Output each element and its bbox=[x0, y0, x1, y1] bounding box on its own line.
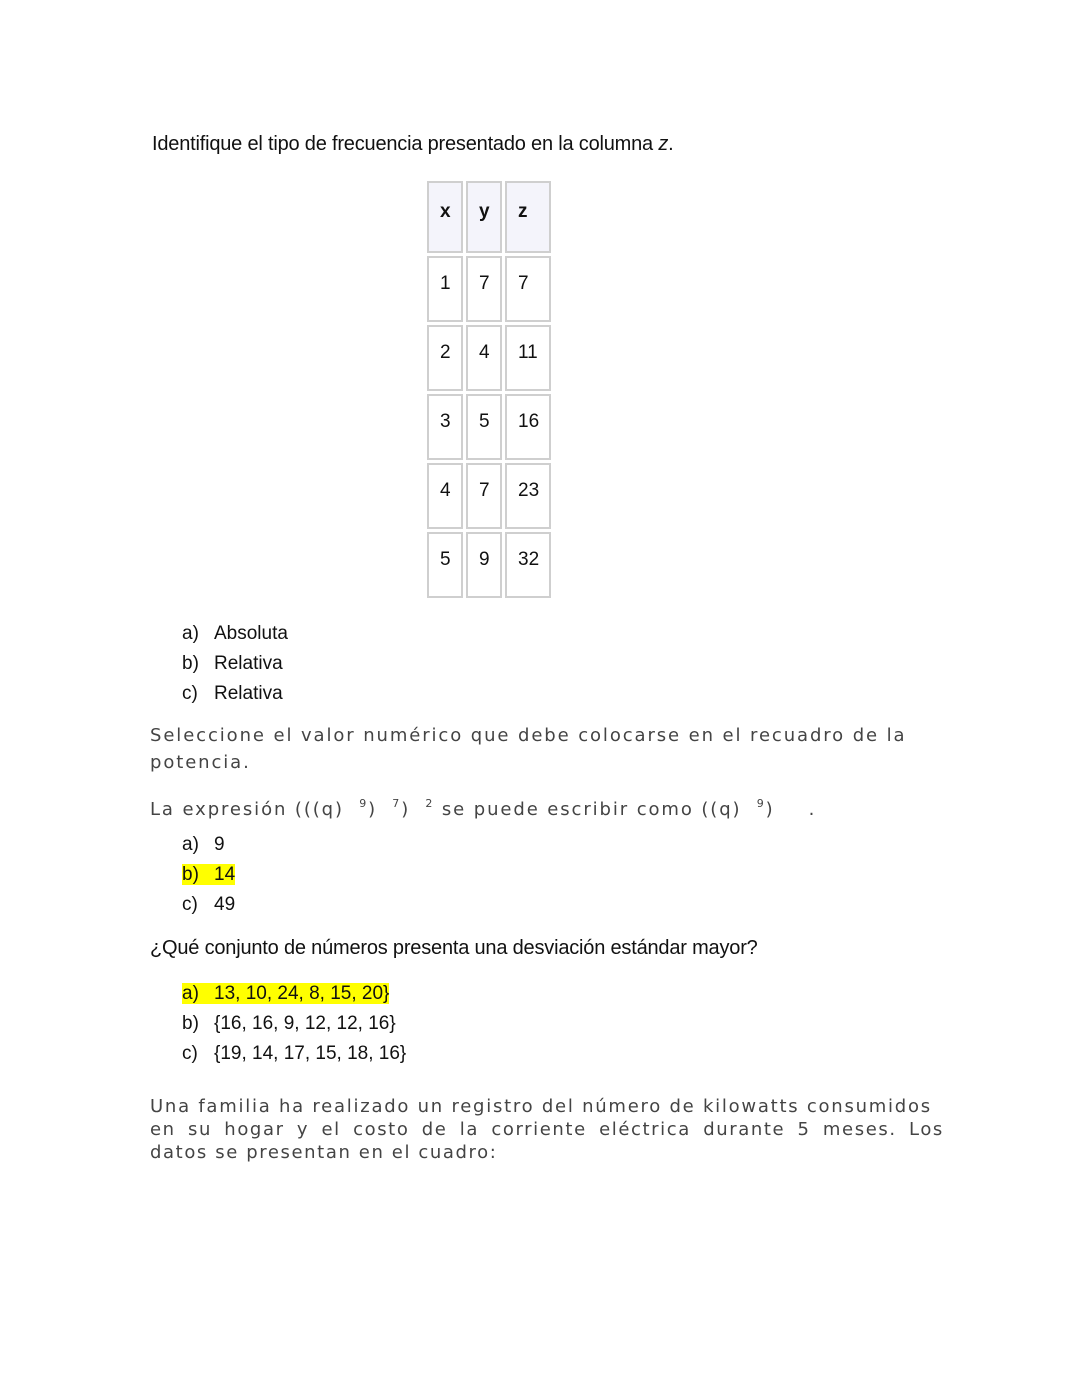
table-header-row bbox=[427, 181, 551, 253]
question-2-prompt bbox=[150, 722, 906, 776]
table-row bbox=[427, 325, 551, 391]
expression-text: ) bbox=[401, 799, 411, 820]
expression-text: La expresión (((q) bbox=[150, 799, 344, 820]
prompt-line: potencia. bbox=[150, 752, 251, 773]
prompt-line: Una familia ha realizado un registro del número de kilowatts consumidos bbox=[150, 1096, 932, 1117]
cell: 1 bbox=[427, 256, 463, 322]
highlighted-answer bbox=[182, 983, 389, 1004]
prompt-suffix: . bbox=[668, 133, 674, 155]
option-text: 9 bbox=[214, 834, 225, 855]
cell: 7 bbox=[505, 256, 551, 322]
question-2-options bbox=[182, 830, 235, 920]
table-row bbox=[427, 394, 551, 460]
option-text: Relativa bbox=[214, 683, 283, 704]
option-b[interactable] bbox=[182, 860, 235, 890]
option-text: Absoluta bbox=[214, 623, 288, 644]
exponent: 9 bbox=[756, 797, 766, 810]
option-text: 14 bbox=[214, 864, 236, 885]
cell: 16 bbox=[505, 394, 551, 460]
cell: 4 bbox=[427, 463, 463, 529]
option-c[interactable] bbox=[182, 679, 288, 709]
option-label: b) bbox=[182, 1013, 199, 1034]
cell: 32 bbox=[505, 532, 551, 598]
expression-text: ) bbox=[368, 799, 378, 820]
option-text: {19, 14, 17, 15, 18, 16} bbox=[214, 1043, 407, 1064]
cell: 4 bbox=[466, 325, 502, 391]
exponent: 2 bbox=[425, 797, 435, 810]
prompt-line: Seleccione el valor numérico que debe colocarse en el recuadro de la bbox=[150, 725, 907, 746]
prompt-line: datos se presentan en el cuadro: bbox=[150, 1142, 498, 1163]
option-b[interactable] bbox=[182, 649, 288, 679]
option-label: a) bbox=[182, 834, 199, 855]
expression-text: ) bbox=[765, 799, 775, 820]
option-text: {16, 16, 9, 12, 12, 16} bbox=[214, 1013, 396, 1034]
expression-text: . bbox=[808, 799, 817, 820]
cell: 5 bbox=[466, 394, 502, 460]
option-text: 49 bbox=[214, 894, 236, 915]
option-a[interactable] bbox=[182, 619, 288, 649]
question-3-prompt: ¿Qué conjunto de números presenta una desviación estándar mayor? bbox=[150, 937, 758, 959]
exponent: 7 bbox=[392, 797, 402, 810]
cell: 23 bbox=[505, 463, 551, 529]
cell: 7 bbox=[466, 256, 502, 322]
prompt-text: Identifique el tipo de frecuencia presentado en la columna bbox=[152, 133, 659, 155]
prompt-variable: z bbox=[658, 133, 669, 155]
prompt-line: en su hogar y el costo de la corriente eléctrica durante 5 meses. Los bbox=[150, 1119, 944, 1140]
table-row bbox=[427, 532, 551, 598]
question-1-prompt bbox=[152, 133, 674, 156]
table-row bbox=[427, 256, 551, 322]
highlighted-answer bbox=[182, 864, 235, 885]
option-label: c) bbox=[182, 1043, 198, 1064]
cell: 2 bbox=[427, 325, 463, 391]
question-3-options bbox=[182, 979, 406, 1069]
question-4-prompt bbox=[150, 1095, 944, 1164]
option-label: c) bbox=[182, 683, 198, 704]
expression-text: se puede escribir como ((q) bbox=[441, 799, 742, 820]
table-row bbox=[427, 463, 551, 529]
column-header-y: y bbox=[466, 181, 502, 253]
cell: 5 bbox=[427, 532, 463, 598]
cell: 3 bbox=[427, 394, 463, 460]
cell: 7 bbox=[466, 463, 502, 529]
option-a[interactable] bbox=[182, 979, 406, 1009]
option-label: a) bbox=[182, 623, 199, 644]
option-label: b) bbox=[182, 653, 199, 674]
column-header-x: x bbox=[427, 181, 463, 253]
question-2-expression bbox=[150, 790, 816, 823]
frequency-table bbox=[424, 178, 554, 601]
option-text: Relativa bbox=[214, 653, 283, 674]
option-label: b) bbox=[182, 864, 199, 885]
option-b[interactable] bbox=[182, 1009, 406, 1039]
option-c[interactable] bbox=[182, 890, 235, 920]
question-1-options bbox=[182, 619, 288, 709]
exponent: 9 bbox=[359, 797, 369, 810]
option-label: a) bbox=[182, 983, 199, 1004]
column-header-z: z bbox=[505, 181, 551, 253]
cell: 11 bbox=[505, 325, 551, 391]
option-c[interactable] bbox=[182, 1039, 406, 1069]
option-label: c) bbox=[182, 894, 198, 915]
cell: 9 bbox=[466, 532, 502, 598]
option-a[interactable] bbox=[182, 830, 235, 860]
option-text: 13, 10, 24, 8, 15, 20} bbox=[214, 983, 390, 1004]
